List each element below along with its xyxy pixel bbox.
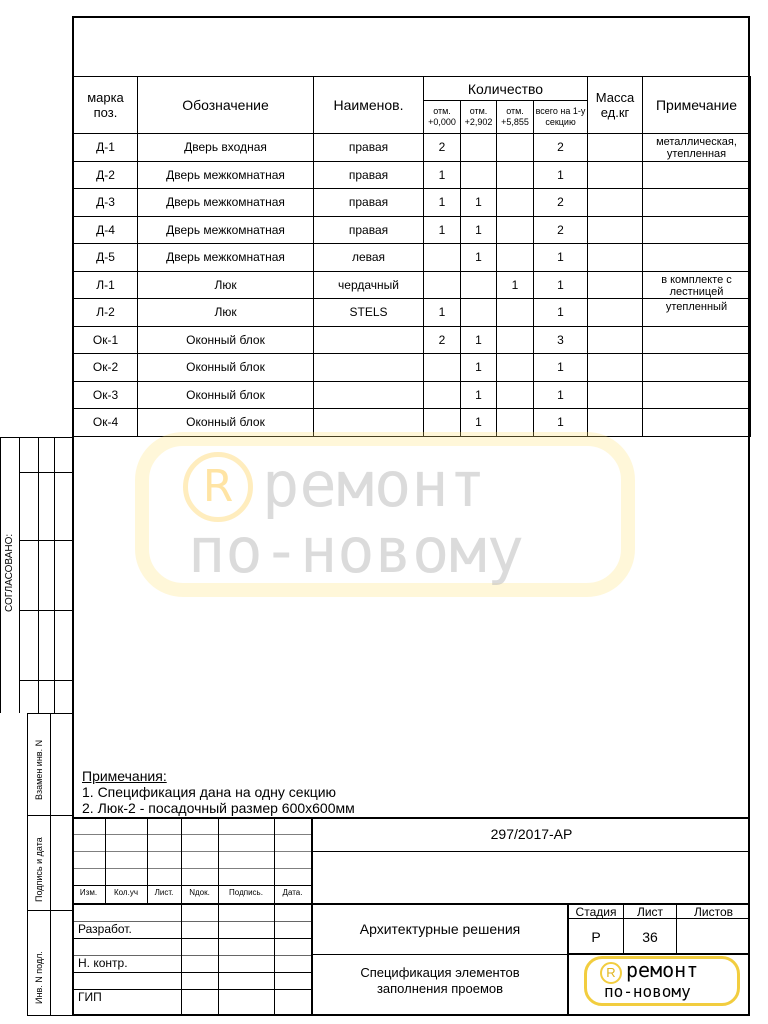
cell-designation: Дверь межкомнатная: [138, 216, 314, 244]
cell-total: 1: [534, 299, 588, 327]
cell-mass: [588, 244, 643, 272]
cell-q1: 2: [424, 134, 461, 162]
cell-q2: 1: [461, 381, 497, 409]
cell-mass: [588, 326, 643, 354]
specification-table: [73, 76, 751, 437]
cell-note: в комплекте с лестницей: [643, 271, 751, 299]
header-mark: марка поз.: [74, 77, 138, 134]
watermark-line1: ремонт: [262, 448, 486, 521]
role-nkontr: Н. контр.: [78, 956, 128, 970]
cell-total: 2: [534, 216, 588, 244]
notes-line2: 2. Люк-2 - посадочный размер 600х600мм: [82, 800, 355, 816]
cell-total: 1: [534, 409, 588, 437]
cell-q3: [497, 381, 534, 409]
cell-total: 1: [534, 161, 588, 189]
cell-mass: [588, 271, 643, 299]
cell-designation: Люк: [138, 271, 314, 299]
cell-mark: Д-3: [74, 189, 138, 217]
cell-designation: Оконный блок: [138, 409, 314, 437]
cell-note: [643, 216, 751, 244]
header-note: Примечание: [643, 77, 751, 134]
cell-designation: Дверь входная: [138, 134, 314, 162]
cell-q2: 1: [461, 189, 497, 217]
registered-icon: R: [600, 962, 622, 984]
th-ndok: Nдок.: [189, 888, 210, 897]
sheet-value: 36: [642, 929, 658, 945]
notes-title: Примечания:: [82, 768, 167, 784]
cell-q1: [424, 381, 461, 409]
cell-q3: [497, 326, 534, 354]
cell-note: [643, 354, 751, 382]
header-q-col2: отм. +2,902: [461, 101, 497, 134]
cell-total: 1: [534, 354, 588, 382]
logo-line2: по-новому: [604, 982, 691, 1001]
stage-label: Стадия: [575, 905, 617, 919]
cell-q2: 1: [461, 409, 497, 437]
cell-name: [314, 326, 424, 354]
cell-q2: [461, 271, 497, 299]
cell-designation: Оконный блок: [138, 381, 314, 409]
cell-q1: [424, 354, 461, 382]
cell-q3: [497, 134, 534, 162]
header-q-col1: отм. +0,000: [424, 101, 461, 134]
cell-mark: Ок-3: [74, 381, 138, 409]
cell-designation: Дверь межкомнатная: [138, 161, 314, 189]
cell-note: металлическая, утепленная: [643, 134, 751, 162]
cell-mass: [588, 299, 643, 327]
table-row: [74, 216, 751, 244]
th-list: Лист.: [154, 888, 174, 897]
cell-mark: Д-2: [74, 161, 138, 189]
cell-note: [643, 189, 751, 217]
cell-q2: [461, 161, 497, 189]
cell-q1: 1: [424, 299, 461, 327]
table-row: [74, 271, 751, 299]
header-mass: Масса ед.кг: [588, 77, 643, 134]
cell-mass: [588, 161, 643, 189]
cell-name: [314, 381, 424, 409]
cell-total: 2: [534, 134, 588, 162]
cell-designation: Оконный блок: [138, 354, 314, 382]
cell-name: правая: [314, 189, 424, 217]
sheet-title: Спецификация элементов заполнения проемов: [360, 965, 520, 996]
cell-designation: Дверь межкомнатная: [138, 189, 314, 217]
title-block-top-border: [72, 817, 750, 819]
cell-mark: Ок-1: [74, 326, 138, 354]
header-q-total: всего на 1-у секцию: [534, 101, 588, 134]
table-row: [74, 354, 751, 382]
cell-mark: Д-5: [74, 244, 138, 272]
cell-q3: [497, 189, 534, 217]
table-row: [74, 189, 751, 217]
cell-q3: 1: [497, 271, 534, 299]
cell-name: правая: [314, 216, 424, 244]
header-designation: Обозначение: [138, 77, 314, 134]
cell-designation: Оконный блок: [138, 326, 314, 354]
cell-total: 1: [534, 271, 588, 299]
cell-name: правая: [314, 134, 424, 162]
cell-q3: [497, 299, 534, 327]
cell-mark: Л-2: [74, 299, 138, 327]
cell-name: чердачный: [314, 271, 424, 299]
cell-q2: 1: [461, 354, 497, 382]
th-data: Дата.: [282, 888, 303, 897]
watermark-line2: по-новому: [188, 514, 524, 587]
cell-mass: [588, 381, 643, 409]
header-quantity: Количество: [424, 77, 588, 101]
cell-q1: 1: [424, 161, 461, 189]
cell-name: STELS: [314, 299, 424, 327]
cell-name: [314, 354, 424, 382]
cell-mark: Д-1: [74, 134, 138, 162]
document-code: 297/2017-АР: [490, 826, 573, 842]
cell-q2: [461, 299, 497, 327]
cell-q2: 1: [461, 326, 497, 354]
th-koluch: Кол.уч: [114, 888, 138, 897]
cell-mass: [588, 134, 643, 162]
cell-note: [643, 409, 751, 437]
stage-value: Р: [591, 929, 601, 945]
cell-name: правая: [314, 161, 424, 189]
cell-q1: [424, 244, 461, 272]
sheets-label: Листов: [694, 905, 733, 919]
table-row: [74, 134, 751, 162]
cell-q1: [424, 271, 461, 299]
watermark-registered-icon: R: [183, 452, 253, 522]
cell-mark: Ок-4: [74, 409, 138, 437]
cell-designation: Люк: [138, 299, 314, 327]
role-gip: ГИП: [78, 990, 102, 1004]
cell-name: левая: [314, 244, 424, 272]
cell-mass: [588, 354, 643, 382]
cell-note: [643, 381, 751, 409]
cell-mass: [588, 216, 643, 244]
cell-q3: [497, 216, 534, 244]
table-row: [74, 299, 751, 327]
cell-q2: 1: [461, 244, 497, 272]
cell-q1: 2: [424, 326, 461, 354]
cell-q3: [497, 354, 534, 382]
cell-total: 2: [534, 189, 588, 217]
cell-q3: [497, 161, 534, 189]
cell-q1: 1: [424, 189, 461, 217]
table-row: [74, 161, 751, 189]
cell-q1: 1: [424, 216, 461, 244]
table-row: [74, 326, 751, 354]
cell-q2: [461, 134, 497, 162]
cell-total: 1: [534, 381, 588, 409]
cell-mark: Л-1: [74, 271, 138, 299]
logo-line1: ремонт: [626, 958, 699, 982]
th-izm: Изм.: [79, 888, 98, 897]
cell-mark: Ок-2: [74, 354, 138, 382]
cell-q2: 1: [461, 216, 497, 244]
header-q-col3: отм. +5,855: [497, 101, 534, 134]
cell-note: [643, 326, 751, 354]
table-row: [74, 381, 751, 409]
cell-total: 3: [534, 326, 588, 354]
cell-mass: [588, 189, 643, 217]
side-label-agreed: СОГЛАСОВАНО:: [4, 533, 15, 612]
section-title: Архитектурные решения: [359, 921, 521, 937]
cell-note: утепленный: [643, 299, 751, 327]
side-label-inv-orig: Инв. N подл.: [34, 951, 44, 1004]
cell-mark: Д-4: [74, 216, 138, 244]
table-row: [74, 244, 751, 272]
header-name: Наименов.: [314, 77, 424, 134]
side-label-sign-date: Подпись и дата: [34, 837, 44, 902]
side-label-replace-inv: Взамен инв. N: [34, 739, 44, 800]
cell-designation: Дверь межкомнатная: [138, 244, 314, 272]
cell-note: [643, 244, 751, 272]
cell-q3: [497, 244, 534, 272]
th-podpis: Подпись.: [229, 888, 263, 897]
notes-line1: 1. Спецификация дана на одну секцию: [82, 784, 337, 800]
cell-total: 1: [534, 244, 588, 272]
sheet-label: Лист: [636, 905, 664, 919]
cell-note: [643, 161, 751, 189]
role-razrab: Разработ.: [78, 922, 132, 936]
